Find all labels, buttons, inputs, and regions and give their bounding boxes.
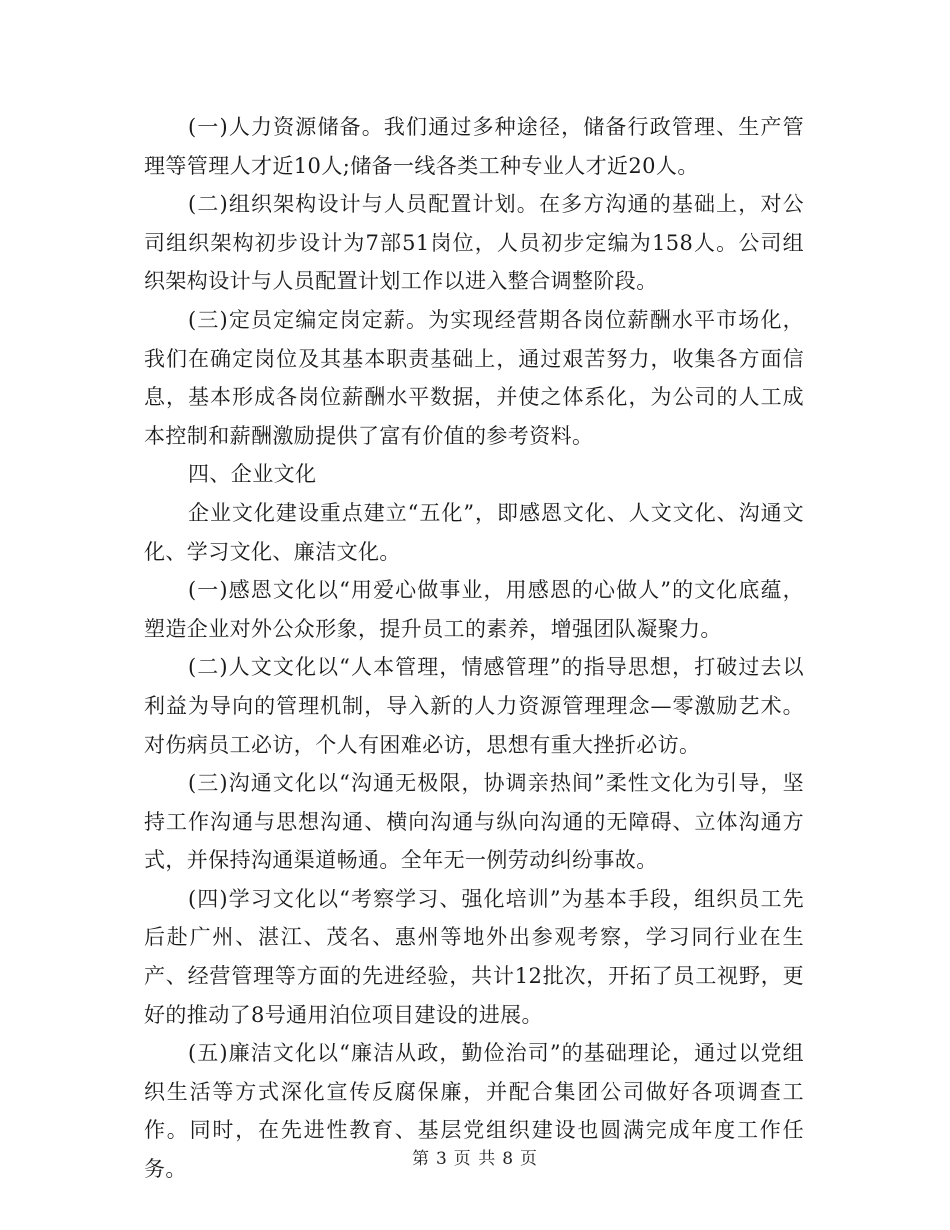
paragraph-humanistic-culture: (二)人文文化以“人本管理，情感管理”的指导思想，打破过去以利益为导向的管理机制，导入新的人力资源管理理念—零激励艺术。对伤病员工必访，个人有困难必访，思想有重大挫折必访。 bbox=[144, 655, 804, 757]
footer-current-page: 3 bbox=[435, 1149, 448, 1169]
page-footer bbox=[0, 1144, 950, 1169]
paragraph-hr-reserve: (一)人力资源储备。我们通过多种途径，储备行政管理、生产管理等管理人才近10人;储备一线各类工种专业人才近20人。 bbox=[144, 115, 804, 178]
paragraph-learning-culture: (四)学习文化以“考察学习、强化培训”为基本手段，组织员工先后赴广州、湛江、茂名、惠州等地外出参观考察，学习同行业在生产、经营管理等方面的先进经验，共计12批次，开拓了员工视野，更好的推动了8号通用泊位项目建设的进展。 bbox=[144, 886, 804, 1027]
paragraph-communication-culture: (三)沟通文化以“沟通无极限，协调亲热间”柔性文化为引导，坚持工作沟通与思想沟通、横向沟通与纵向沟通的无障碍、立体沟通方式，并保持沟通渠道畅通。全年无一例劳动纠纷事故。 bbox=[144, 771, 804, 873]
paragraph-culture-overview: 企业文化建设重点建立“五化”，即感恩文化、人文文化、沟通文化、学习文化、廉洁文化。 bbox=[144, 500, 804, 564]
paragraph-staffing-salary: (三)定员定编定岗定薪。为实现经营期各岗位薪酬水平市场化，我们在确定岗位及其基本职责基础上，通过艰苦努力，收集各方面信息，基本形成各岗位薪酬水平数据，并使之体系化，为公司的人工成本控制和薪酬激励提供了富有价值的参考资料。 bbox=[144, 307, 804, 448]
document-body bbox=[144, 108, 804, 1189]
footer-prefix: 第 bbox=[411, 1149, 430, 1169]
footer-middle: 页 共 bbox=[453, 1149, 497, 1169]
footer-total-pages: 8 bbox=[502, 1149, 515, 1169]
paragraph-org-structure: (二)组织架构设计与人员配置计划。在多方沟通的基础上，对公司组织架构初步设计为7部51岗位，人员初步定编为158人。公司组织架构设计与人员配置计划工作以进入整合调整阶段。 bbox=[144, 192, 804, 294]
section-heading-corporate-culture: 四、企业文化 bbox=[188, 462, 317, 487]
paragraph-gratitude-culture: (一)感恩文化以“用爱心做事业，用感恩的心做人”的文化底蕴，塑造企业对外公众形象，提升员工的素养，增强团队凝聚力。 bbox=[144, 578, 804, 641]
paragraph-integrity-culture: (五)廉洁文化以“廉洁从政，勤俭治司”的基础理论，通过以党组织生活等方式深化宣传反腐保廉，并配合集团公司做好各项调查工作。同时，在先进性教育、基层党组织建设也圆满完成年度工作任务。 bbox=[144, 1041, 804, 1182]
footer-suffix: 页 bbox=[520, 1149, 539, 1169]
